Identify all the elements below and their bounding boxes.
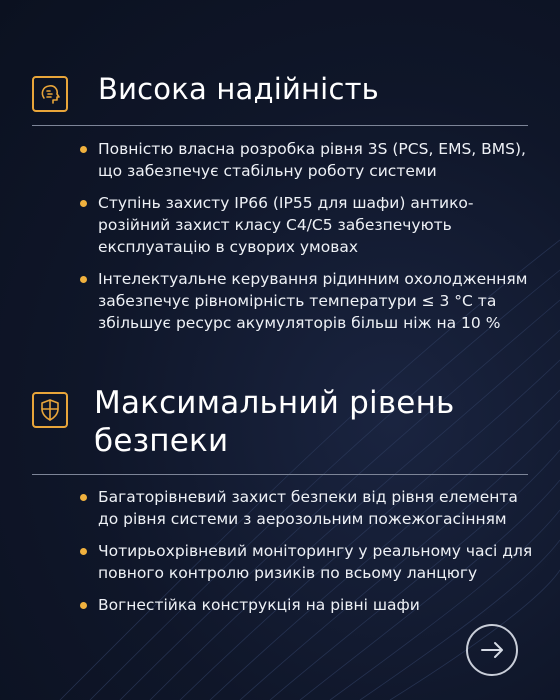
bullet-dot	[80, 146, 87, 153]
bullet-dot	[80, 548, 87, 555]
list-item: Повністю власна розробка рівня 3S (PCS, EMS, BMS), що забезпечує стабільну роботу системи	[80, 138, 530, 182]
section-title: Висока надійність	[98, 72, 379, 106]
divider	[32, 474, 528, 475]
next-button[interactable]	[466, 624, 518, 676]
list-item: Вогнестійка конструкція на рівні шафи	[80, 594, 536, 616]
section-title: Максимальний рівень безпеки	[94, 385, 455, 459]
shield-icon	[32, 392, 68, 428]
brain-head-icon	[32, 76, 68, 112]
bullet-dot	[80, 276, 87, 283]
bullet-list	[80, 138, 530, 344]
list-item: Ступінь захисту IP66 (IP55 для шафи) антико-розійний захист класу C4/C5 забезпечують експлуатацію в суворих умовах	[80, 192, 530, 258]
bullet-list	[80, 486, 536, 626]
list-item: Багаторівневий захист безпеки від рівня елемента до рівня системи з аерозольним пожежогасінням	[80, 486, 536, 530]
bullet-dot	[80, 602, 87, 609]
bullet-dot	[80, 200, 87, 207]
bullet-dot	[80, 494, 87, 501]
list-item: Чотирьохрівневий моніторингу у реальному часі для повного контролю ризиків по всьому ланцюгу	[80, 540, 536, 584]
divider	[32, 125, 528, 126]
arrow-right-icon	[477, 635, 507, 665]
list-item: Інтелектуальне керування рідинним охолодженням забезпечує рівномірність температури ≤ 3 °C та збільшує ресурс акумуляторів більш ніж на 10 %	[80, 268, 530, 334]
